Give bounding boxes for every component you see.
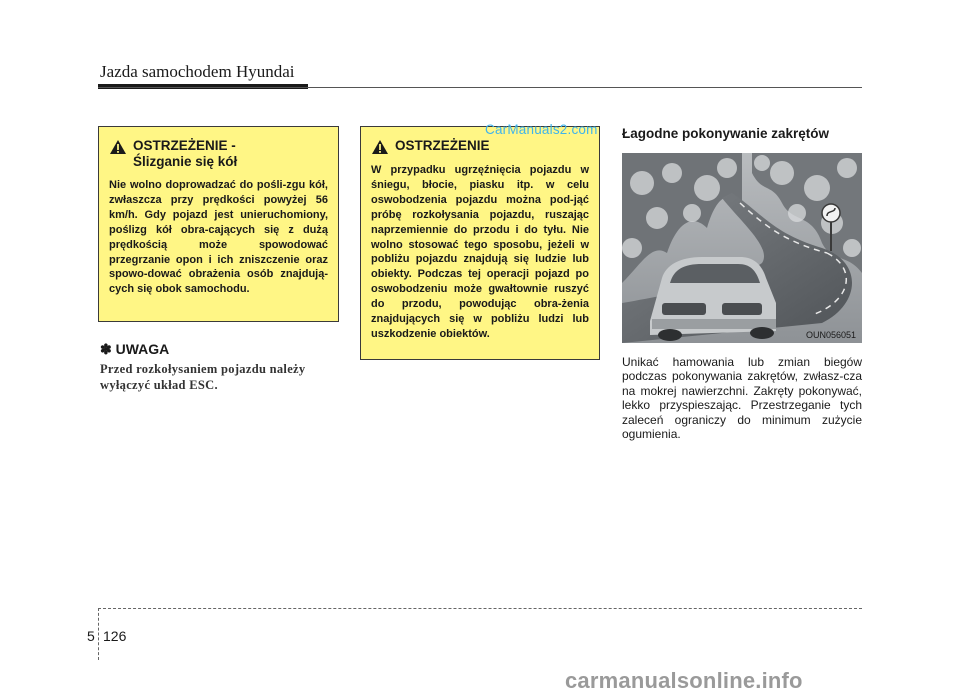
footer-vertical-rule [98,608,99,660]
page-header-title: Jazda samochodem Hyundai [100,62,295,81]
footer-watermark-link[interactable]: carmanualsonline.info [565,668,803,693]
warning-title-line1: OSTRZEŻENIE - [133,138,236,153]
warning-body: W przypadku ugrzęźnięcia pojazdu w śniegu, błocie, piasku itp. w celu oswobodzenia pojazdu można pod-jąć próbę rozkołysania pojazdu, ruszając naprzemiennie do przodu i do tyłu. Nie wolno stosować tego sposobu, jeżeli w pobliżu pojazdu znajdują się ludzie lub obiekty. Podczas tej operacji pojazd po oswobodzeniu może gwałtownie ruszyć do przodu, powodując obra-żenia znajdujących się w pobliżu ludzi lub uszkodzenie obiektów. [371,164,589,340]
chapter-number: 5 [87,628,95,644]
page-number: 126 [103,628,127,644]
warning-box-rocking [360,126,600,360]
curve-driving-illustration [622,153,862,343]
footer-rule [98,608,862,609]
note-title: ✽ UWAGA [100,341,170,357]
photo-code: OUN056051 [806,330,857,340]
section-body: Unikać hamowania lub zmian biegów podczas pokonywania zakrętów, zwłasz-cza na mokrej nawierzchni. Zakręty pokonywać, lekko przyspieszając. Przestrzeganie tych zaleceń ograniczy do minimum zużycie ogumienia. [622,355,862,442]
section-heading: Łagodne pokonywanie zakrętów [622,126,830,141]
warning-triangle-icon [371,139,389,155]
warning-title-row [371,138,589,155]
warning-title-row [109,138,328,170]
watermark-link[interactable]: CarManuals2.com [485,122,598,137]
warning-title [133,138,237,170]
car-shape [650,257,776,341]
warning-title-line2: Ślizganie się kół [133,154,238,169]
warning-body: Nie wolno doprowadzać do pośli-zgu kół, zwłaszcza przy prędkości powyżej 56 km/h. Gdy pojazd jest unieruchomiony, poślizg kół obra-cających się z dużą prędkością może spowodować przegrzanie opon i ich zniszczenie oraz spowo-dować obrażenia osób znajdują-cych się obok samochodu. [109,179,328,296]
header-rule [98,87,862,88]
warning-title: OSTRZEŻENIE [395,138,490,153]
curve-driving-photo [622,153,862,343]
note-body: Przed rozkołysaniem pojazdu należy wyłączyć układ ESC. [100,362,306,392]
warning-triangle-icon [109,139,127,155]
warning-box-wheel-spin [98,126,339,322]
